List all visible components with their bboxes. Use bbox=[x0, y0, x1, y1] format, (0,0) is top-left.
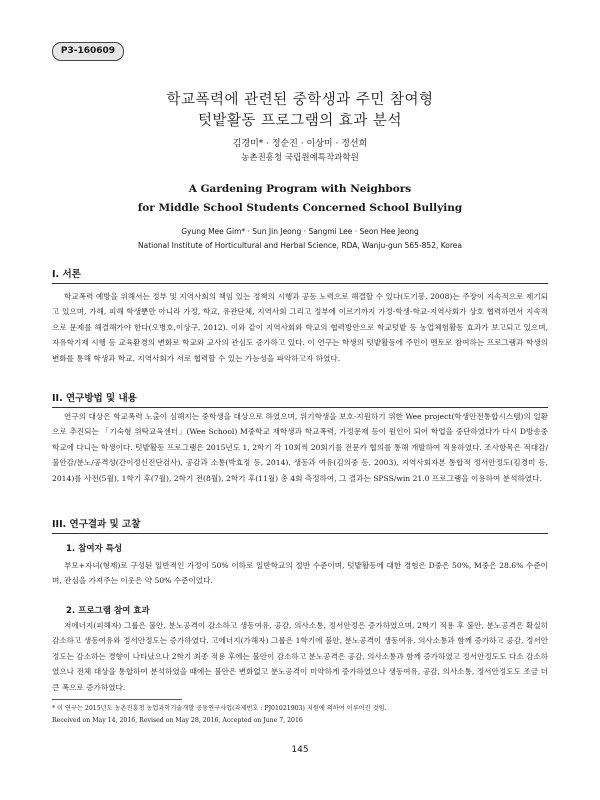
methods-paragraph: 연구의 대상은 학교폭력 노출이 심해지는 중학생을 대상으로 하였으며, 위기학생을 보호·지원하기 위한 Wee project(학생안전통합시스템)의 일환으로 추진되는 「기숙형 위탁교육센터」(Wee School) M중학교 재학생과 학교폭력, 가정문제 등이 원인이 되어 학업을 중단하였다가 다시 D방송중학교에 다니는 학생이다. 텃밭활동 프로그램은 2015년도 1, 2학기 각 10회씩 20회기를 전문가 협의를 통해 개발하여 적용하였다. 조사항목은 적대감/불안감/분노/공격성(간이정신진단검사), 공감과 소통(박효정 등, 2014), 생동과 여유(김의중 등, 2003), 지역사회자본 통합적 정서안정도(김경미 등, 2014)를 사전(5월), 1학기 후(7월), 2학기 전(8월), 2학기 후(11월) 총 4회 측정하여, 그 결과는 SPSS/win 21.0 프로그램을 이용하여 분석하였다. bbox=[52, 412, 548, 483]
page-number: 145 bbox=[291, 745, 309, 755]
english-institution: National Institute of Horticultural and Herbal Science, RDA, Wanju-gun 565-852, Korea bbox=[137, 241, 463, 250]
section-divider bbox=[52, 283, 548, 284]
section-heading-results: III. 연구결과 및 고찰 bbox=[52, 519, 141, 530]
section-heading-intro: I. 서론 bbox=[52, 269, 81, 280]
english-title-line1: A Gardening Program with Neighbors bbox=[188, 183, 412, 195]
subsection-heading-participants: 1. 참여자 특성 bbox=[66, 544, 123, 554]
section-divider bbox=[52, 407, 548, 408]
effects-paragraph: 저에너지(피해자) 그룹은 불안, 분노공격이 감소하고 생동여유, 공감, 의사소통, 정서안정은 증가하였으며, 2학기 적용 후 불안, 분노공격은 확실히 감소하고 생동여유와 정서안정도는 증가하였다. 고에너지(가해자) 그룹은 1학기에 불안, 분노공격이 생동여유, 의사소통과 함께 증가하고 공감, 정서안정도는 감소하는 경향이 나타났으나 2학기 최종 적용 후에는 불안이 감소하고 분노공격은 공감, 의사소통과 함께 증가하였고 정서안정도도 다소 감소하였으나 전체 대상을 통합하여 분석하였을 때에는 불안은 변화없고 분노공격이 미약하게 증가하였으나 생동여유, 공감, 의사소통, 정서안정도도 조금 더 큰 폭으로 증가하였다. bbox=[52, 621, 548, 692]
english-authors: Gyung Mee Gim* · Sun Jin Jeong · Sangmi Lee · Seon Hee Jeong bbox=[181, 227, 419, 236]
korean-institution: 농촌진흥청 국립원예특작과학원 bbox=[241, 153, 359, 163]
subsection-heading-effects: 2. 프로그램 참여 효과 bbox=[66, 606, 150, 616]
participants-paragraph: 부모+자녀(형제)로 구성된 일반적인 가정이 50% 이하로 일반학교의 절반 수준이며, 텃밭활동에 대한 경험은 D중은 50%, M중은 28.6% 수준이며, 관심을 가져주는 이웃은 약 50% 수준이었다. bbox=[52, 561, 548, 586]
footnote-dates: Received on May 14, 2016, Revised on May 28, 2016, Accepted on June 7, 2016 bbox=[52, 717, 303, 724]
section-divider bbox=[52, 533, 548, 534]
korean-title-line2: 텃밭활동 프로그램의 효과 분석 bbox=[198, 113, 402, 129]
footnote-divider bbox=[52, 699, 182, 700]
korean-title-line1: 학교폭력에 관련된 중학생과 주민 참여형 bbox=[166, 92, 434, 108]
korean-authors: 김경미* · 정순진 · 이상미 · 정선희 bbox=[232, 139, 368, 149]
paper-id-badge: P3-160609 bbox=[52, 42, 124, 61]
english-title-line2: for Middle School Students Concerned School Bullying bbox=[137, 202, 463, 214]
intro-paragraph: 학교폭력 예방을 위해서는 정부 및 지역사회의 책임 있는 정책의 시행과 공동 노력으로 해결할 수 있다(도기봉, 2008)는 주장이 지속적으로 제기되고 있으며, 가해, 피해 학생뿐만 아니라 가정, 학교, 유관단체, 지역사회 그리고 정부에 이르기까지 가정-학생-학교-지역사회가 상호 협력하면서 지속적으로 문제를 해결해가야 한다(오병호,이상구, 2012). 이와 같이 지역사회와 학교의 협력방안으로 학교텃밭 등 농업체험활동 효과가 보고되고 있으며, 자유학기제 시행 등 교육환경의 변화로 학교와 교사의 관심도 증가하고 있다. 이 연구는 학생의 텃밭활동에 주민이 멘토로 참여하는 프로그램과 학생의 변화를 통해 학생과 학교, 지역사회가 서로 협력할 수 있는 가능성을 파악하고자 하였다. bbox=[52, 292, 548, 363]
footnote-funding: * 이 연구는 2015년도 농촌진흥청 농업과학기술개발 공동연구사업(과제번호 : PJ01021903) 지원에 의하여 이루어진 것임. bbox=[52, 705, 387, 712]
section-heading-methods: II. 연구방법 및 내용 bbox=[52, 393, 137, 404]
